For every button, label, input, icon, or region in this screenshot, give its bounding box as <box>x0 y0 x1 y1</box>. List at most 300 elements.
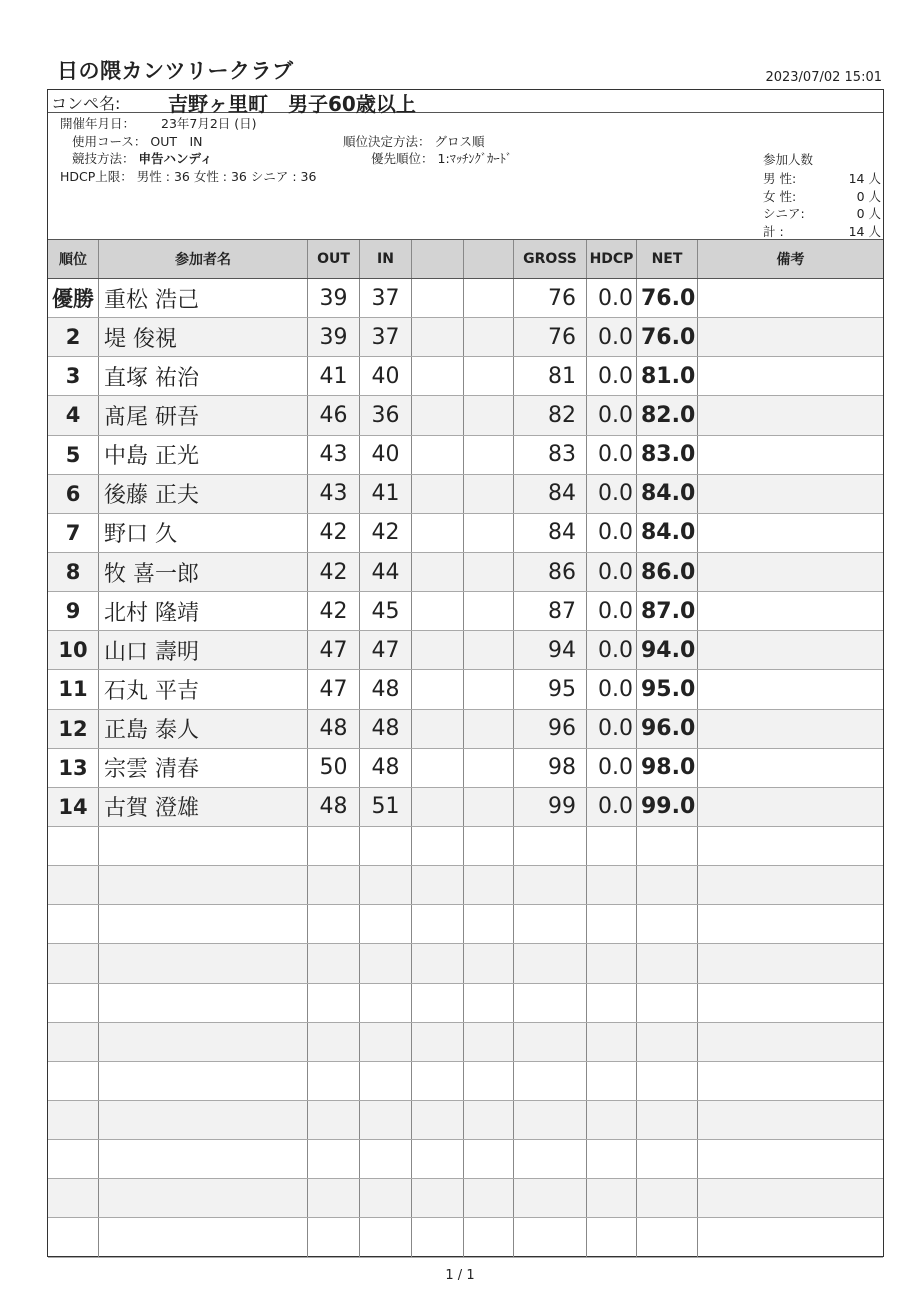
count-row-female <box>763 188 881 206</box>
count-value: 0 人 <box>856 206 881 221</box>
rank-cell: 10 <box>48 631 99 669</box>
note-cell <box>698 1101 883 1139</box>
net-cell <box>637 1062 698 1100</box>
table-row <box>48 357 883 396</box>
net-cell <box>637 905 698 943</box>
rank-cell <box>48 1179 99 1217</box>
results-table <box>48 239 883 1258</box>
out-cell <box>308 1023 360 1061</box>
name-cell: 野口 久 <box>99 514 308 552</box>
extra2-cell <box>464 514 514 552</box>
table-row <box>48 631 883 670</box>
note-cell <box>698 827 883 865</box>
gross-cell: 99 <box>514 788 587 826</box>
hdcp-cell: 0.0 <box>587 318 637 356</box>
name-cell <box>99 944 308 982</box>
note-cell <box>698 279 883 317</box>
hdcp-cell: 0.0 <box>587 788 637 826</box>
name-cell: 正島 泰人 <box>99 710 308 748</box>
rank-cell <box>48 1140 99 1178</box>
rank-cell: 8 <box>48 553 99 591</box>
col-extra1 <box>412 240 464 278</box>
gross-cell: 95 <box>514 670 587 708</box>
gross-cell <box>514 1062 587 1100</box>
count-row-senior <box>763 205 881 223</box>
hdcp-limit-info <box>60 167 316 185</box>
course-label: 使用コース： <box>72 134 147 149</box>
note-cell <box>698 788 883 826</box>
name-cell <box>99 1023 308 1061</box>
in-cell: 47 <box>360 631 412 669</box>
extra1-cell <box>412 984 464 1022</box>
name-cell: 重松 浩己 <box>99 279 308 317</box>
in-cell <box>360 905 412 943</box>
course-value: OUT IN <box>150 134 203 149</box>
rank-cell: 7 <box>48 514 99 552</box>
note-cell <box>698 984 883 1022</box>
net-cell: 99.0 <box>637 788 698 826</box>
extra2-cell <box>464 866 514 904</box>
hdcp-cell <box>587 944 637 982</box>
col-name: 参加者名 <box>99 240 308 278</box>
col-net: NET <box>637 240 698 278</box>
extra2-cell <box>464 436 514 474</box>
hdcp-limit-label: HDCP上限： <box>60 169 133 184</box>
table-row <box>48 866 883 905</box>
col-hdcp: HDCP <box>587 240 637 278</box>
extra1-cell <box>412 827 464 865</box>
note-cell <box>698 944 883 982</box>
competition-label: コンペ名: <box>51 94 121 113</box>
name-cell: 中島 正光 <box>99 436 308 474</box>
extra2-cell <box>464 279 514 317</box>
note-cell <box>698 905 883 943</box>
extra1-cell <box>412 788 464 826</box>
out-cell <box>308 944 360 982</box>
net-cell <box>637 827 698 865</box>
rank-cell <box>48 1218 99 1256</box>
extra2-cell <box>464 553 514 591</box>
net-cell: 76.0 <box>637 279 698 317</box>
rank-cell: 3 <box>48 357 99 395</box>
hdcp-cell: 0.0 <box>587 592 637 630</box>
net-cell: 95.0 <box>637 670 698 708</box>
gross-cell: 86 <box>514 553 587 591</box>
rank-cell <box>48 1101 99 1139</box>
out-cell <box>308 905 360 943</box>
in-cell: 37 <box>360 318 412 356</box>
out-cell <box>308 1218 360 1256</box>
competition-row <box>48 90 883 116</box>
hdcp-cell <box>587 1179 637 1217</box>
count-label: 男 性: <box>763 171 797 186</box>
hdcp-cell: 0.0 <box>587 710 637 748</box>
out-cell: 48 <box>308 710 360 748</box>
club-name: 日の隈カンツリークラブ <box>57 59 294 83</box>
rank-cell <box>48 1023 99 1061</box>
extra1-cell <box>412 710 464 748</box>
out-cell: 48 <box>308 788 360 826</box>
hdcp-cell: 0.0 <box>587 436 637 474</box>
rank-cell: 14 <box>48 788 99 826</box>
note-cell <box>698 866 883 904</box>
out-cell: 43 <box>308 475 360 513</box>
in-cell: 41 <box>360 475 412 513</box>
extra1-cell <box>412 1179 464 1217</box>
net-cell <box>637 1101 698 1139</box>
table-row <box>48 514 883 553</box>
extra1-cell <box>412 514 464 552</box>
net-cell: 94.0 <box>637 631 698 669</box>
table-row <box>48 749 883 788</box>
extra2-cell <box>464 1179 514 1217</box>
extra1-cell <box>412 944 464 982</box>
date-info <box>60 114 257 132</box>
col-in: IN <box>360 240 412 278</box>
extra2-cell <box>464 1140 514 1178</box>
gross-cell <box>514 1101 587 1139</box>
gross-cell: 98 <box>514 749 587 787</box>
hdcp-cell: 0.0 <box>587 670 637 708</box>
gross-cell: 84 <box>514 475 587 513</box>
out-cell <box>308 984 360 1022</box>
name-cell: 後藤 正夫 <box>99 475 308 513</box>
extra1-cell <box>412 631 464 669</box>
table-row <box>48 710 883 749</box>
ranking-label: 順位決定方法： <box>343 134 431 149</box>
out-cell: 39 <box>308 279 360 317</box>
name-cell: 牧 喜一郎 <box>99 553 308 591</box>
out-cell: 41 <box>308 357 360 395</box>
gross-cell <box>514 984 587 1022</box>
note-cell <box>698 514 883 552</box>
name-cell <box>99 905 308 943</box>
method-info <box>72 149 213 167</box>
extra2-cell <box>464 944 514 982</box>
hdcp-cell: 0.0 <box>587 357 637 395</box>
extra1-cell <box>412 592 464 630</box>
in-cell <box>360 1218 412 1256</box>
in-cell <box>360 984 412 1022</box>
hdcp-cell <box>587 866 637 904</box>
net-cell: 76.0 <box>637 318 698 356</box>
results-sheet <box>47 89 884 1257</box>
in-cell: 51 <box>360 788 412 826</box>
in-cell <box>360 1101 412 1139</box>
net-cell: 82.0 <box>637 396 698 434</box>
priority-info <box>371 149 512 167</box>
rank-cell: 11 <box>48 670 99 708</box>
table-row <box>48 944 883 983</box>
in-cell <box>360 827 412 865</box>
gross-cell <box>514 866 587 904</box>
in-cell: 37 <box>360 279 412 317</box>
net-cell: 98.0 <box>637 749 698 787</box>
extra1-cell <box>412 318 464 356</box>
extra2-cell <box>464 1101 514 1139</box>
out-cell: 50 <box>308 749 360 787</box>
note-cell <box>698 670 883 708</box>
table-row <box>48 1101 883 1140</box>
hdcp-cell <box>587 1140 637 1178</box>
out-cell <box>308 1179 360 1217</box>
extra1-cell <box>412 553 464 591</box>
note-cell <box>698 1140 883 1178</box>
note-cell <box>698 553 883 591</box>
method-label: 競技方法： <box>72 151 135 166</box>
table-row <box>48 318 883 357</box>
extra1-cell <box>412 1101 464 1139</box>
in-cell: 36 <box>360 396 412 434</box>
extra2-cell <box>464 631 514 669</box>
hdcp-cell <box>587 984 637 1022</box>
name-cell <box>99 1218 308 1256</box>
net-cell <box>637 1023 698 1061</box>
hdcp-cell: 0.0 <box>587 553 637 591</box>
name-cell <box>99 1101 308 1139</box>
course-info <box>72 132 203 150</box>
net-cell: 87.0 <box>637 592 698 630</box>
table-row <box>48 670 883 709</box>
extra2-cell <box>464 984 514 1022</box>
extra1-cell <box>412 670 464 708</box>
net-cell <box>637 866 698 904</box>
name-cell <box>99 827 308 865</box>
note-cell <box>698 749 883 787</box>
count-label: シニア: <box>763 206 805 221</box>
extra2-cell <box>464 318 514 356</box>
count-value: 0 人 <box>856 188 881 204</box>
extra1-cell <box>412 905 464 943</box>
note-cell <box>698 592 883 630</box>
name-cell <box>99 984 308 1022</box>
table-row <box>48 827 883 866</box>
note-cell <box>698 318 883 356</box>
in-cell: 48 <box>360 749 412 787</box>
net-cell: 96.0 <box>637 710 698 748</box>
printed-timestamp: 2023/07/02 15:01 <box>765 70 882 85</box>
gross-cell: 83 <box>514 436 587 474</box>
out-cell: 42 <box>308 553 360 591</box>
note-cell <box>698 475 883 513</box>
out-cell <box>308 866 360 904</box>
extra1-cell <box>412 1218 464 1256</box>
note-cell <box>698 631 883 669</box>
net-cell <box>637 1140 698 1178</box>
gross-cell <box>514 1179 587 1217</box>
gross-cell: 76 <box>514 318 587 356</box>
note-cell <box>698 436 883 474</box>
extra2-cell <box>464 1062 514 1100</box>
date-label: 開催年月日： <box>60 116 136 131</box>
rank-cell: 優勝 <box>48 279 99 317</box>
table-row <box>48 1023 883 1062</box>
gross-cell: 81 <box>514 357 587 395</box>
table-row <box>48 553 883 592</box>
col-note: 備考 <box>776 252 805 268</box>
net-cell: 83.0 <box>637 436 698 474</box>
count-label: 計 : <box>763 223 784 239</box>
in-cell <box>360 1140 412 1178</box>
note-cell <box>698 396 883 434</box>
net-cell <box>637 984 698 1022</box>
in-cell: 40 <box>360 357 412 395</box>
col-gross: GROSS <box>514 240 587 278</box>
table-header <box>48 239 883 279</box>
extra2-cell <box>464 1218 514 1256</box>
priority-value: 1:ﾏｯﾁﾝｸﾞｶｰﾄﾞ <box>437 151 513 166</box>
net-cell <box>637 944 698 982</box>
count-value: 14 人 <box>848 171 881 186</box>
note-cell <box>698 1218 883 1256</box>
in-cell: 42 <box>360 514 412 552</box>
priority-label: 優先順位： <box>371 151 434 166</box>
extra2-cell <box>464 827 514 865</box>
note-cell <box>698 710 883 748</box>
ranking-info <box>343 132 485 150</box>
gross-cell <box>514 944 587 982</box>
table-row <box>48 1218 883 1257</box>
extra2-cell <box>464 905 514 943</box>
out-cell: 39 <box>308 318 360 356</box>
name-cell: 北村 隆靖 <box>99 592 308 630</box>
hdcp-cell: 0.0 <box>587 749 637 787</box>
in-cell <box>360 1179 412 1217</box>
net-cell: 84.0 <box>637 514 698 552</box>
rank-cell: 2 <box>48 318 99 356</box>
out-cell: 47 <box>308 670 360 708</box>
name-cell: 山口 壽明 <box>99 631 308 669</box>
net-cell: 81.0 <box>637 357 698 395</box>
name-cell: 堤 俊視 <box>99 318 308 356</box>
name-cell: 直塚 祐治 <box>99 357 308 395</box>
hdcp-cell: 0.0 <box>587 279 637 317</box>
gross-cell <box>514 905 587 943</box>
in-cell: 44 <box>360 553 412 591</box>
hdcp-limit-value: 男性 : 36 女性 : 36 シニア : 36 <box>136 169 317 184</box>
note-cell <box>698 1023 883 1061</box>
net-cell: 84.0 <box>637 475 698 513</box>
out-cell: 42 <box>308 592 360 630</box>
extra1-cell <box>412 279 464 317</box>
table-row <box>48 984 883 1023</box>
method-value: 申告ハンディ <box>138 151 213 166</box>
in-cell: 48 <box>360 670 412 708</box>
hdcp-cell <box>587 1101 637 1139</box>
rank-cell <box>48 827 99 865</box>
hdcp-cell: 0.0 <box>587 514 637 552</box>
out-cell <box>308 1140 360 1178</box>
in-cell: 40 <box>360 436 412 474</box>
rank-cell: 6 <box>48 475 99 513</box>
out-cell: 42 <box>308 514 360 552</box>
hdcp-cell <box>587 1023 637 1061</box>
table-row <box>48 1179 883 1218</box>
note-cell <box>698 1179 883 1217</box>
in-cell <box>360 866 412 904</box>
gross-cell <box>514 1218 587 1256</box>
table-row <box>48 788 883 827</box>
extra2-cell <box>464 592 514 630</box>
table-row <box>48 1140 883 1179</box>
extra2-cell <box>464 1023 514 1061</box>
gross-cell: 82 <box>514 396 587 434</box>
table-row <box>48 436 883 475</box>
hdcp-cell <box>587 1062 637 1100</box>
hdcp-cell <box>587 905 637 943</box>
table-row <box>48 592 883 631</box>
hdcp-cell <box>587 827 637 865</box>
net-cell: 86.0 <box>637 553 698 591</box>
out-cell: 47 <box>308 631 360 669</box>
rank-cell: 12 <box>48 710 99 748</box>
out-cell: 43 <box>308 436 360 474</box>
rank-cell: 5 <box>48 436 99 474</box>
extra1-cell <box>412 357 464 395</box>
net-cell <box>637 1218 698 1256</box>
extra2-cell <box>464 710 514 748</box>
extra1-cell <box>412 396 464 434</box>
rank-cell <box>48 944 99 982</box>
hdcp-cell <box>587 1218 637 1256</box>
table-row <box>48 396 883 435</box>
rank-cell <box>48 1062 99 1100</box>
extra2-cell <box>464 396 514 434</box>
extra1-cell <box>412 1062 464 1100</box>
in-cell <box>360 944 412 982</box>
page-number: 1 / 1 <box>445 1268 475 1283</box>
extra1-cell <box>412 475 464 513</box>
rank-cell: 13 <box>48 749 99 787</box>
table-row <box>48 905 883 944</box>
hdcp-cell: 0.0 <box>587 475 637 513</box>
table-row <box>48 1062 883 1101</box>
out-cell <box>308 1101 360 1139</box>
table-row <box>48 279 883 318</box>
date-value: 23年7月2日 (日) <box>161 116 257 131</box>
extra2-cell <box>464 357 514 395</box>
extra1-cell <box>412 866 464 904</box>
name-cell <box>99 1140 308 1178</box>
in-cell <box>360 1062 412 1100</box>
name-cell <box>99 866 308 904</box>
extra1-cell <box>412 749 464 787</box>
out-cell <box>308 827 360 865</box>
out-cell <box>308 1062 360 1100</box>
gross-cell: 96 <box>514 710 587 748</box>
gross-cell <box>514 1140 587 1178</box>
count-row-total <box>763 223 881 241</box>
note-cell <box>698 357 883 395</box>
hdcp-cell: 0.0 <box>587 631 637 669</box>
rank-cell: 9 <box>48 592 99 630</box>
note-cell <box>698 1062 883 1100</box>
in-cell: 45 <box>360 592 412 630</box>
name-cell <box>99 1062 308 1100</box>
col-out: OUT <box>308 240 360 278</box>
extra2-cell <box>464 475 514 513</box>
extra2-cell <box>464 788 514 826</box>
rank-cell <box>48 984 99 1022</box>
gross-cell: 94 <box>514 631 587 669</box>
extra1-cell <box>412 1023 464 1061</box>
col-extra2 <box>464 240 514 278</box>
gross-cell: 87 <box>514 592 587 630</box>
extra1-cell <box>412 436 464 474</box>
count-label: 女 性: <box>763 188 797 204</box>
competition-name: 吉野ヶ里町 男子60歳以上 <box>168 92 416 116</box>
rank-cell <box>48 905 99 943</box>
